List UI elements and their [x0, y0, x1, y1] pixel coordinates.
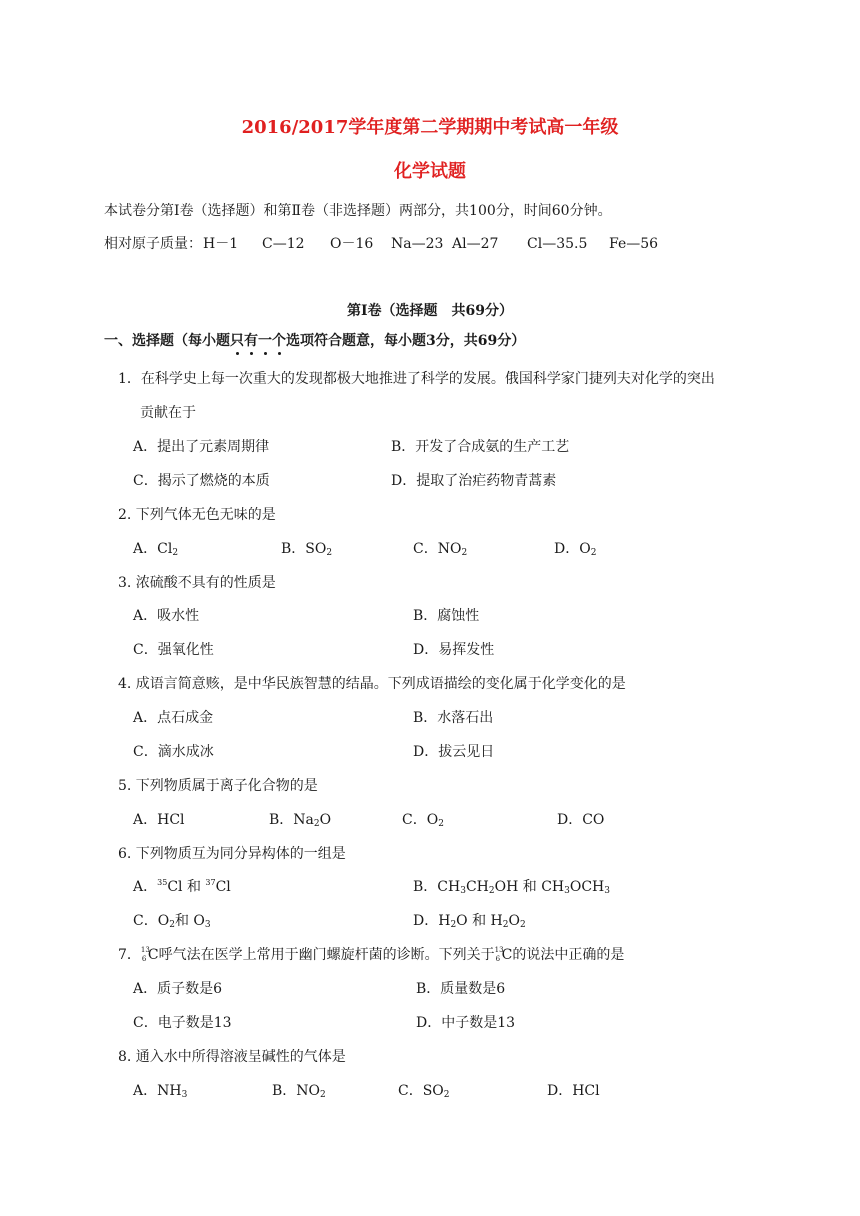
option-c: C．滴水成冰	[133, 744, 214, 760]
emphasis-dot: 只	[230, 333, 244, 349]
emphasis-dot: 个	[272, 333, 286, 349]
option-a: A．质子数是6	[133, 981, 223, 997]
atomic-mass-fe: Fe—56	[609, 236, 659, 252]
option-c: C．$NO_2$	[413, 541, 468, 558]
option-b: B．$Na_2O$	[269, 812, 332, 829]
option-b: B．质量数是6	[416, 981, 506, 997]
option-a: A．点石成金	[133, 710, 214, 726]
section-title: 第Ⅰ卷（选择题 共69分）	[346, 303, 514, 319]
question-stem: 5. 下列物质属于离子化合物的是	[118, 778, 318, 794]
atomic-mass-h: H－1	[203, 236, 239, 252]
question-stem: 4. 成语言简意赅，是中华民族智慧的结晶。下列成语描绘的变化属于化学变化的是	[118, 676, 626, 692]
option-d: D．中子数是13	[416, 1015, 516, 1031]
option-d: D．HCl	[547, 1083, 600, 1099]
atomic-mass-o: O－16	[330, 236, 374, 252]
option-c: C．$SO_2$	[398, 1083, 450, 1100]
option-c: C．电子数是13	[133, 1015, 232, 1031]
atomic-mass-cl: Cl—35.5	[527, 236, 588, 252]
option-a: A．$NH_3$	[133, 1083, 188, 1100]
exam-intro: 本试卷分第Ⅰ卷（选择题）和第Ⅱ卷（非选择题）两部分，共100分，时间60分钟。	[104, 203, 612, 219]
nuclide-notation: 13 6	[494, 946, 504, 963]
atomic-mass-c: C—12	[262, 236, 305, 252]
emphasis-dot: 有	[244, 333, 258, 349]
page-title: 2016/2017学年度第二学期期中考试高一年级	[241, 117, 619, 138]
page-subtitle: 化学试题	[394, 161, 466, 182]
option-d: D．CO	[557, 812, 605, 828]
question-stem: 3. 浓硫酸不具有的性质是	[118, 575, 276, 591]
nuclide-notation: 13 6	[140, 946, 150, 963]
question-stem: 6. 下列物质互为同分异构体的一组是	[118, 846, 346, 862]
option-a: A．$Cl_2$	[133, 541, 179, 558]
option-b: B．$SO_2$	[281, 541, 333, 558]
atomic-mass-na: Na—23	[391, 236, 444, 252]
option-c: C．$O_2$	[402, 812, 444, 829]
question-stem: 7． 13 6 C呼气法在医学上常用于幽门螺旋杆菌的诊断。下列关于 13 6 C的说法中正确的是	[118, 946, 625, 963]
option-d: D．易挥发性	[413, 642, 495, 658]
section-instructions: 一、选择题（每小题只有一个选项符合题意，每小题3分，共69分）	[104, 333, 526, 349]
question-stem: 8. 通入水中所得溶液呈碱性的气体是	[118, 1049, 346, 1065]
question-stem: 1．在科学史上每一次重大的发现都极大地推进了科学的发展。俄国科学家门捷列夫对化学的突出	[118, 371, 715, 387]
option-b: B．$CH_3CH_2OH$ 和 $CH_3OCH_3$	[413, 879, 610, 896]
option-c: C．揭示了燃烧的本质	[133, 473, 270, 489]
option-b: B．腐蚀性	[413, 608, 480, 624]
question-stem: 2. 下列气体无色无味的是	[118, 507, 276, 523]
question-stem-cont: 贡献在于	[140, 405, 196, 421]
option-d: D．提取了治疟药物青蒿素	[391, 473, 557, 489]
option-c: C．强氧化性	[133, 642, 214, 658]
option-a: A．提出了元素周期律	[133, 439, 270, 455]
option-a: A．HCl	[133, 812, 185, 828]
atomic-mass-al: Al—27	[452, 236, 499, 252]
atomic-mass-label: 相对原子质量：	[104, 236, 202, 252]
option-b: B．开发了合成氨的生产工艺	[391, 439, 570, 455]
option-c: C．$O_2$和 $O_3$	[133, 913, 211, 930]
option-b: B．$NO_2$	[272, 1083, 326, 1100]
option-d: D．$O_2$	[554, 541, 597, 558]
emphasis-dot: 一	[258, 333, 272, 349]
option-d: D．$H_2O$ 和 $H_2O_2$	[413, 913, 526, 930]
option-a: A．吸水性	[133, 608, 200, 624]
option-a: A．$^{35}$Cl 和 $^{37}$Cl	[133, 878, 231, 895]
option-d: D．拔云见日	[413, 744, 495, 760]
option-b: B．水落石出	[413, 710, 494, 726]
